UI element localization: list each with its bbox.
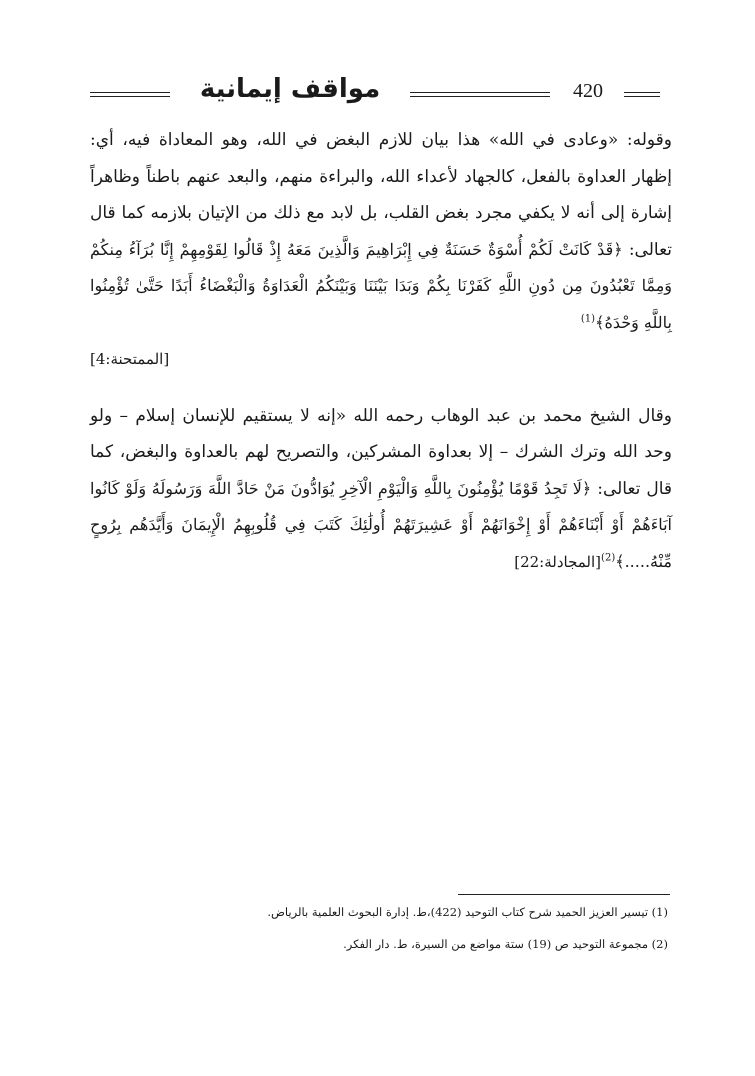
header-rule-left	[90, 92, 170, 93]
surah-citation-1: [الممتحنة:4]	[90, 350, 170, 368]
citation-line-1	[90, 341, 672, 378]
footnote-1: (1) تيسير العزيز الحميد شرح كتاب التوحيد (422)،ط. إدارة البحوث العلمية بالرياض.	[267, 905, 668, 919]
paragraph-1-text: وقوله: «وعادى في الله» هذا بيان للازم البغض في الله، وهو المعاداة فيه، أي: إظهار العداوة بالفعل، كالجهاد لأعداء الله، والبراءة منهم، والبعد عنهم باطناً وظاهراً إشارة إلى أنه لا يكفي مجرد بغض القلب، بل لابد مع ذلك من الإتيان بلازمه كما قال تعالى:	[90, 130, 673, 260]
paragraph-1	[90, 122, 672, 378]
footnote-divider	[458, 894, 670, 895]
running-title: مواقف إيمانية	[199, 74, 381, 104]
surah-citation-2: [المجادلة:22]	[514, 552, 602, 571]
main-text	[90, 122, 672, 580]
quran-verse-1: ﴿قَدْ كَانَتْ لَكُمْ أُسْوَةٌ حَسَنَةٌ فِي إِبْرَاهِيمَ وَالَّذِينَ مَعَهُ إِذْ قَالُوا لِقَوْمِهِمْ إِنَّا بُرَآءُ مِنكُمْ وَمِمَّا تَعْبُدُونَ مِن دُونِ اللَّهِ كَفَرْنَا بِكُمْ وَبَدَا بَيْنَنَا وَبَيْنَكُمُ الْعَدَاوَةُ وَالْبَغْضَاءُ أَبَدًا حَتَّىٰ تُؤْمِنُوا بِاللَّهِ وَحْدَهُ﴾	[90, 239, 672, 332]
footnotes	[90, 902, 668, 966]
header-rule-middle	[410, 92, 550, 93]
page-number: 420	[573, 80, 603, 102]
footnote-marker-1: (1)	[580, 312, 596, 324]
paragraph-2	[90, 398, 672, 581]
paragraph-2-text: وقال الشيخ محمد بن عبد الوهاب رحمه الله «إنه لا يستقيم للإنسان إسلام – ولو وحد الله وترك الشرك – إلا بعداوة المشركين، والتصريح لهم بالعداوة والبغض، كما قال تعالى:	[90, 405, 673, 499]
footnote-marker-2: (2)	[601, 551, 616, 563]
running-header	[88, 74, 660, 118]
footnote-2: (2) مجموعة التوحيد ص (19) ستة مواضع من السيرة، ط. دار الفكر.	[343, 937, 668, 951]
header-rule-right	[624, 92, 660, 93]
quran-verse-2: ﴿لَا تَجِدُ قَوْمًا يُؤْمِنُونَ بِاللَّهِ وَالْيَوْمِ الْآخِرِ يُوَادُّونَ مَنْ حَادَّ اللَّهَ وَرَسُولَهُ وَلَوْ كَانُوا آبَاءَهُمْ أَوْ أَبْنَاءَهُمْ أَوْ إِخْوَانَهُمْ أَوْ عَشِيرَتَهُمْ أُولَٰئِكَ كَتَبَ فِي قُلُوبِهِمُ الْإِيمَانَ وَأَيَّدَهُم بِرُوحٍ مِّنْهُ.....﴾	[90, 478, 672, 571]
